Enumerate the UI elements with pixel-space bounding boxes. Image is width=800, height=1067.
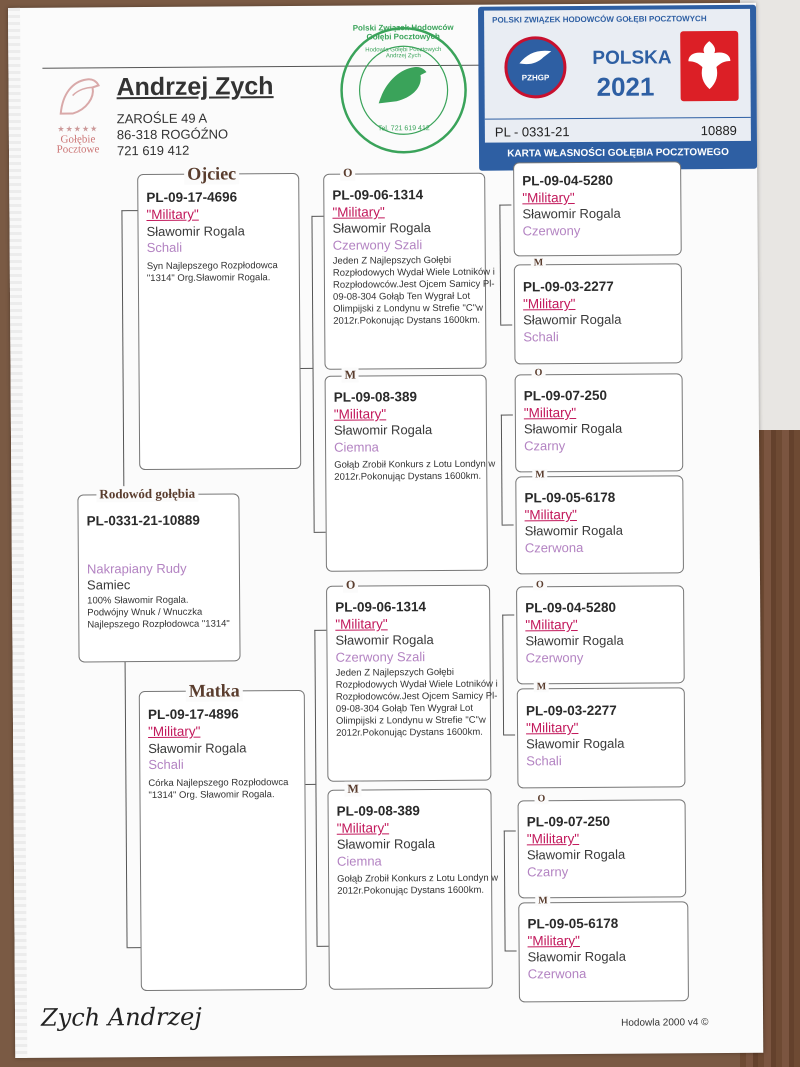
great-grandparent-ring: PL-09-03-2277 — [525, 702, 617, 719]
great-grandparent-owner: Sławomir Rogala — [522, 205, 621, 222]
connector — [301, 368, 313, 369]
grandparent-note: Gołąb Zrobił Konkurs z Lotu Londyn w 2012r.Pokonując Dystans 1600km. — [337, 872, 499, 897]
card-year: 2021 — [596, 71, 655, 102]
great-grandparent-owner: Sławomir Rogala — [524, 522, 623, 539]
connector — [502, 614, 514, 615]
grandparent-tag: M — [342, 368, 359, 383]
great-grandparent-ring: PL-09-03-2277 — [522, 278, 614, 295]
handwritten-signature: Zych Andrzej — [40, 1002, 202, 1032]
great-grandparent-color: Czerwona — [524, 539, 584, 556]
grandparent-color: Czerwony Szali — [335, 649, 426, 665]
grandparent-tag: O — [340, 166, 355, 181]
card-footer: KARTA WŁASNOŚCI GOŁĘBIA POCZTOWEGO — [507, 146, 729, 160]
association-stamp — [338, 22, 469, 156]
connector — [305, 784, 315, 785]
great-grandparent-tag: O — [532, 367, 546, 378]
grandparent-box — [326, 577, 498, 782]
grandparent-color: Czerwony Szali — [332, 237, 423, 253]
pedigree-sheet — [8, 3, 763, 1058]
grandparent-owner: Sławomir Rogala — [335, 632, 434, 648]
pigeon-logo-icon — [52, 73, 102, 119]
eagle-icon — [680, 31, 738, 101]
grandparent-name: "Military" — [335, 616, 388, 632]
great-grandparent-color: Czerwona — [527, 965, 587, 982]
connector — [504, 830, 516, 831]
grandparent-ring: PL-09-08-389 — [336, 803, 420, 819]
great-grandparent-owner: Sławomir Rogala — [526, 735, 625, 752]
great-grandparent-name: "Military" — [525, 720, 579, 736]
great-grandparent-name: "Military" — [523, 405, 577, 421]
subject-color: Nakrapiany Rudy — [86, 560, 187, 577]
grandparent-color: Ciemna — [334, 439, 379, 455]
grandparent-ring: PL-09-06-1314 — [332, 187, 424, 203]
grandparent-name: "Military" — [336, 820, 390, 836]
mother-color: Schali — [148, 756, 184, 773]
great-grandparent-tag: M — [534, 681, 550, 692]
connector — [505, 950, 517, 951]
grandparent-owner: Sławomir Rogala — [333, 422, 433, 438]
great-grandparent-color: Czerwony — [525, 649, 584, 666]
great-grandparent-color: Czarny — [524, 438, 566, 454]
grandparent-tag: M — [344, 782, 361, 797]
pzhgp-logo — [504, 36, 566, 98]
card-country: POLSKA — [592, 47, 672, 69]
great-grandparent-tag: M — [531, 257, 547, 268]
pigeon-icon — [507, 39, 563, 73]
grandparent-ring: PL-09-06-1314 — [335, 599, 427, 615]
connector — [125, 657, 128, 947]
connector — [314, 630, 326, 631]
father-note: Syn Najlepszego Rozpłodowca "1314" Org.Sławomir Rogala. — [146, 260, 278, 285]
grandparent-box — [323, 165, 495, 370]
connector — [314, 532, 326, 533]
great-grandparent-name: "Military" — [526, 831, 580, 847]
grandparent-name: "Military" — [332, 204, 385, 220]
connector — [121, 210, 124, 492]
card-number: 10889 — [700, 122, 737, 139]
logo-stars: ★★★★★ — [57, 124, 99, 134]
subject-note: 100% Sławomir Rogala. Podwójny Wnuk / Wnuczka Najlepszego Rozpłodowca "1314" — [87, 594, 230, 631]
grandparent-tag: O — [343, 578, 358, 593]
subject-ring: PL-0331-21-10889 — [86, 512, 200, 529]
connector — [311, 216, 314, 532]
binding-edge — [8, 8, 27, 1058]
grandparent-owner: Sławomir Rogala — [332, 220, 431, 236]
ownership-card — [478, 5, 757, 171]
breeder-phone: 721 619 412 — [116, 142, 190, 159]
pzhgp-text: PZHGP — [521, 73, 550, 83]
connector — [311, 216, 323, 217]
father-color: Schali — [146, 239, 183, 256]
mother-note: Córka Najlepszego Rozpłodowca "1314" Org. Sławomir Rogala. — [148, 777, 289, 802]
great-grandparent-color: Czerwony — [522, 223, 581, 239]
great-grandparent-tag: O — [533, 579, 547, 590]
connector — [314, 630, 317, 946]
subject-tag: Rodowód gołębia — [96, 486, 198, 503]
card-ring: PL - 0331-21 — [494, 124, 570, 140]
connector — [502, 524, 514, 525]
great-grandparent-owner: Sławomir Rogala — [525, 632, 624, 649]
mother-ring: PL-09-17-4896 — [147, 706, 239, 723]
great-grandparent-name: "Military" — [527, 933, 580, 949]
connector — [317, 946, 329, 947]
great-grandparent-ring: PL-09-05-6178 — [524, 489, 616, 506]
grandparent-box — [325, 367, 496, 572]
great-grandparent-name: "Military" — [522, 190, 575, 206]
great-grandparent-color: Czarny — [526, 864, 569, 880]
great-grandparent-name: "Military" — [524, 507, 577, 523]
great-grandparent-tag: M — [532, 469, 548, 480]
logo-line2: Pocztowe — [56, 143, 100, 156]
great-grandparent-color: Schali — [523, 329, 559, 345]
great-grandparent-box — [515, 469, 684, 574]
father-ring: PL-09-17-4696 — [146, 189, 238, 206]
great-grandparent-tag: O — [534, 793, 548, 804]
grandparent-color: Ciemna — [336, 853, 382, 869]
stamp-phone: Tel. 721 619 412 — [377, 125, 430, 133]
stamp-inner-text: Hodowla Gołębi Pocztowych Andrzej Zych — [365, 46, 442, 60]
grandparent-owner: Sławomir Rogala — [336, 836, 436, 852]
grandparent-note: Jeden Z Najlepszych Gołębi Rozpłodowych Wydał Wiele Lotników i Rozpłodowców.Jest Ojcem Samicy Pl-09-08-304 Gołąb Ten Wygrał Lot Olimpijski z Londynu w Strefie "C"w 2012r.Pokonując Dystans 1600km. — [332, 254, 495, 327]
grandparent-note: Jeden Z Najlepszych Gołębi Rozpłodowych Wydał Wiele Lotników i Rozpłodowców.Jest Ojcem Samicy Pl-09-08-304 Gołąb Ten Wygrał Lot Olimpijski z Londynu w Strefie "C"w 2012r.Pokonując Dystans 1600km. — [335, 666, 498, 739]
subject-box — [77, 485, 240, 662]
great-grandparent-owner: Sławomir Rogala — [523, 420, 623, 437]
great-grandparent-owner: Sławomir Rogala — [523, 311, 622, 328]
mother-owner: Sławomir Rogala — [148, 740, 247, 757]
great-grandparent-ring: PL-09-05-6178 — [527, 915, 619, 932]
great-grandparent-ring: PL-09-04-5280 — [525, 599, 617, 616]
breeder-name: Andrzej Zych — [116, 72, 274, 102]
mother-tag: Matka — [186, 680, 243, 701]
great-grandparent-box — [518, 895, 689, 1002]
stamp-outer-text: Polski Związek Hodowców Gołębi Pocztowych — [352, 22, 454, 42]
great-grandparent-owner: Sławomir Rogala — [526, 846, 626, 863]
great-grandparent-tag: M — [535, 895, 551, 906]
great-grandparent-ring: PL-09-07-250 — [523, 387, 608, 404]
connector — [127, 947, 141, 948]
great-grandparent-name: "Military" — [525, 617, 578, 633]
connector — [501, 414, 513, 415]
grandparent-box — [327, 781, 499, 990]
logo-line1: Gołębie — [60, 133, 96, 146]
great-grandparent-box — [518, 793, 687, 898]
great-grandparent-owner: Sławomir Rogala — [527, 948, 626, 965]
father-box — [137, 163, 301, 470]
grandparent-note: Gołąb Zrobił Konkurs z Lotu Londyn w 2012r.Pokonując Dystans 1600km. — [334, 458, 496, 483]
grandparent-name: "Military" — [333, 406, 387, 422]
mother-box — [139, 680, 307, 991]
card-inner — [484, 9, 751, 143]
breeder-city: 86-318 ROGÓŹNO — [116, 126, 229, 143]
great-grandparent-box — [515, 367, 684, 472]
breeder-logo — [46, 73, 109, 156]
card-header: POLSKI ZWIĄZEK HODOWCÓW GOŁĘBI POCZTOWYCH — [492, 14, 707, 25]
eagle-emblem — [680, 31, 738, 101]
great-grandparent-box — [513, 161, 682, 256]
connector — [499, 204, 511, 205]
great-grandparent-ring: PL-09-04-5280 — [522, 172, 614, 189]
great-grandparent-box — [514, 257, 683, 364]
great-grandparent-box — [516, 579, 685, 684]
card-divider — [485, 117, 751, 120]
great-grandparent-ring: PL-09-07-250 — [526, 813, 611, 830]
grandparent-ring: PL-09-08-389 — [333, 389, 418, 405]
great-grandparent-name: "Military" — [523, 296, 576, 312]
mother-name: "Military" — [148, 723, 201, 740]
father-tag: Ojciec — [184, 163, 239, 184]
breeder-street: ZAROŚLE 49 A — [116, 110, 208, 127]
software-footer: Hodowla 2000 v4 © — [621, 1017, 709, 1029]
father-name: "Military" — [146, 206, 199, 223]
great-grandparent-color: Schali — [526, 753, 562, 769]
subject-sex: Samiec — [86, 577, 131, 593]
great-grandparent-box — [517, 681, 686, 788]
father-owner: Sławomir Rogala — [146, 223, 245, 240]
